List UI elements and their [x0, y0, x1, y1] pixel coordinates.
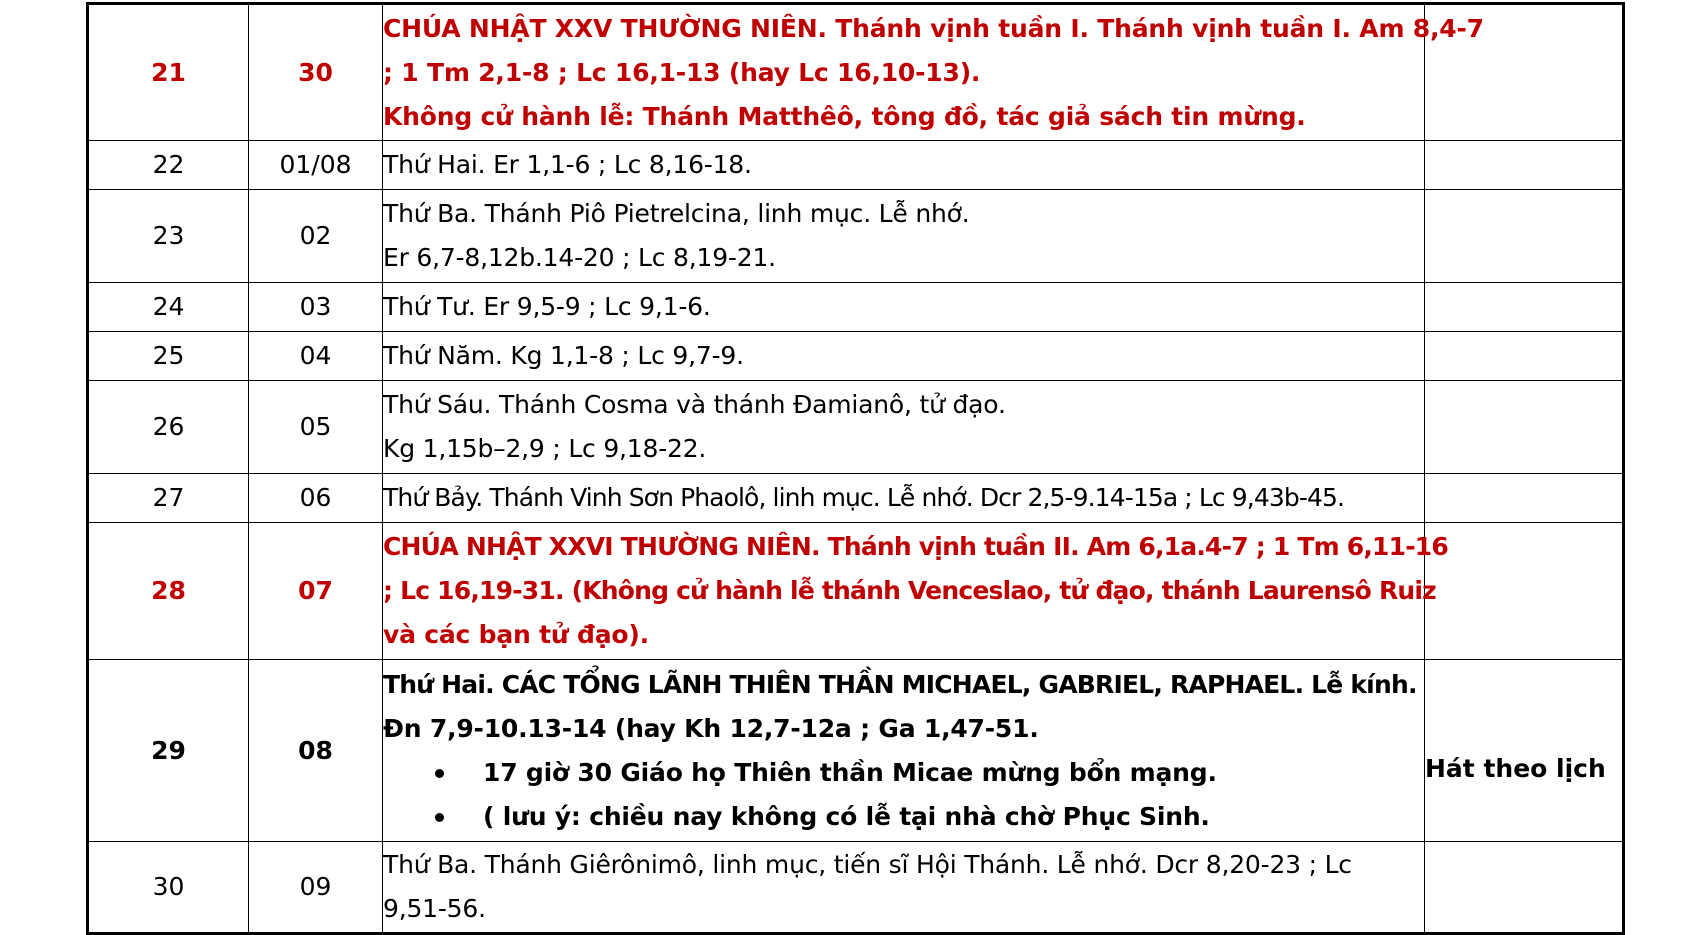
readings-line: Đn 7,9-10.13-14 (hay Kh 12,7-12a ; Ga 1,47-51.	[383, 713, 1039, 743]
announcement-text: ( lưu ý: chiều nay không có lễ tại nhà chờ Phục Sinh.	[483, 801, 1210, 831]
liturgical-calendar-table	[86, 2, 1625, 935]
note-cell	[1425, 283, 1624, 332]
lunar-date-cell: 01/08	[249, 141, 383, 190]
table-row	[88, 283, 1624, 332]
lunar-date-cell: 02	[249, 190, 383, 283]
readings-cell	[383, 332, 1425, 381]
note-cell	[1425, 332, 1624, 381]
readings-line: Thứ Hai. CÁC TỔNG LÃNH THIÊN THẦN MICHAEL, GABRIEL, RAPHAEL. Lễ kính.	[383, 669, 1417, 699]
note-cell: Hát theo lịch	[1425, 660, 1624, 842]
table-row	[88, 4, 1624, 141]
readings-cell	[383, 660, 1425, 842]
list-item	[383, 795, 1424, 839]
readings-cell	[383, 842, 1425, 934]
readings-cell	[383, 283, 1425, 332]
table-row	[88, 381, 1624, 474]
day-cell: 28	[88, 523, 249, 660]
lunar-date-cell: 05	[249, 381, 383, 474]
readings-cell	[383, 4, 1484, 141]
lunar-date-cell: 09	[249, 842, 383, 934]
readings-cell	[383, 190, 1425, 283]
note-cell	[1425, 141, 1624, 190]
day-cell: 24	[88, 283, 249, 332]
note-cell	[1425, 523, 1624, 660]
readings-line: Thứ Hai. Er 1,1-6 ; Lc 8,16-18.	[383, 150, 752, 179]
lunar-date-cell: 06	[249, 474, 383, 523]
readings-line: Không cử hành lễ: Thánh Matthêô, tông đồ, tác giả sách tin mừng.	[383, 101, 1306, 131]
bullet-icon	[435, 813, 444, 822]
lunar-date-cell: 03	[249, 283, 383, 332]
table-row	[88, 332, 1624, 381]
readings-line: CHÚA NHẬT XXVI THƯỜNG NIÊN. Thánh vịnh tuần II. Am 6,1a.4-7 ; 1 Tm 6,11-16	[383, 532, 1448, 561]
readings-line: ; 1 Tm 2,1-8 ; Lc 16,1-13 (hay Lc 16,10-13).	[383, 57, 981, 87]
list-item	[383, 751, 1424, 795]
readings-line: Kg 1,15b–2,9 ; Lc 9,18-22.	[383, 434, 707, 463]
table-row	[88, 660, 1624, 842]
note-cell	[1425, 842, 1624, 934]
readings-line: Thứ Năm. Kg 1,1-8 ; Lc 9,7-9.	[383, 341, 744, 370]
day-cell: 21	[88, 4, 249, 141]
table-row	[88, 523, 1624, 660]
readings-cell	[383, 474, 1425, 523]
table-row	[88, 190, 1624, 283]
day-cell: 22	[88, 141, 249, 190]
readings-cell	[383, 381, 1425, 474]
announcement-text: 17 giờ 30 Giáo họ Thiên thần Micae mừng bổn mạng.	[483, 757, 1217, 787]
readings-line: Thứ Bảy. Thánh Vinh Sơn Phaolô, linh mục. Lễ nhớ. Dcr 2,5-9.14-15a ; Lc 9,43b-45.	[383, 483, 1344, 512]
note-cell	[1425, 381, 1624, 474]
table-row	[88, 141, 1624, 190]
day-cell: 26	[88, 381, 249, 474]
readings-line: Thứ Tư. Er 9,5-9 ; Lc 9,1-6.	[383, 292, 711, 321]
announcement-list	[383, 751, 1424, 839]
lunar-date-cell: 30	[249, 4, 383, 141]
day-cell: 30	[88, 842, 249, 934]
table-row	[88, 842, 1624, 934]
calendar-body	[88, 4, 1624, 934]
day-cell: 29	[88, 660, 249, 842]
readings-line: ; Lc 16,19-31. (Không cử hành lễ thánh Venceslao, tử đạo, thánh Laurensô Ruiz	[383, 576, 1436, 605]
lunar-date-cell: 07	[249, 523, 383, 660]
readings-line: Thứ Ba. Thánh Giêrônimô, linh mục, tiến sĩ Hội Thánh. Lễ nhớ. Dcr 8,20-23 ; Lc	[383, 850, 1352, 879]
readings-line: và các bạn tử đạo).	[383, 620, 649, 649]
readings-line: CHÚA NHẬT XXV THƯỜNG NIÊN. Thánh vịnh tuần I. Thánh vịnh tuần I. Am 8,4-7	[383, 13, 1484, 43]
note-cell	[1425, 474, 1624, 523]
readings-cell	[383, 141, 1425, 190]
readings-line: 9,51-56.	[383, 894, 486, 923]
note-cell	[1425, 190, 1624, 283]
day-cell: 23	[88, 190, 249, 283]
lunar-date-cell: 08	[249, 660, 383, 842]
lunar-date-cell: 04	[249, 332, 383, 381]
table-row	[88, 474, 1624, 523]
readings-line: Thứ Sáu. Thánh Cosma và thánh Đamianô, tử đạo.	[383, 390, 1006, 419]
readings-line: Er 6,7-8,12b.14-20 ; Lc 8,19-21.	[383, 243, 776, 272]
bullet-icon	[435, 769, 444, 778]
day-cell: 27	[88, 474, 249, 523]
readings-cell	[383, 523, 1448, 660]
readings-line: Thứ Ba. Thánh Piô Pietrelcina, linh mục. Lễ nhớ.	[383, 199, 970, 228]
day-cell: 25	[88, 332, 249, 381]
